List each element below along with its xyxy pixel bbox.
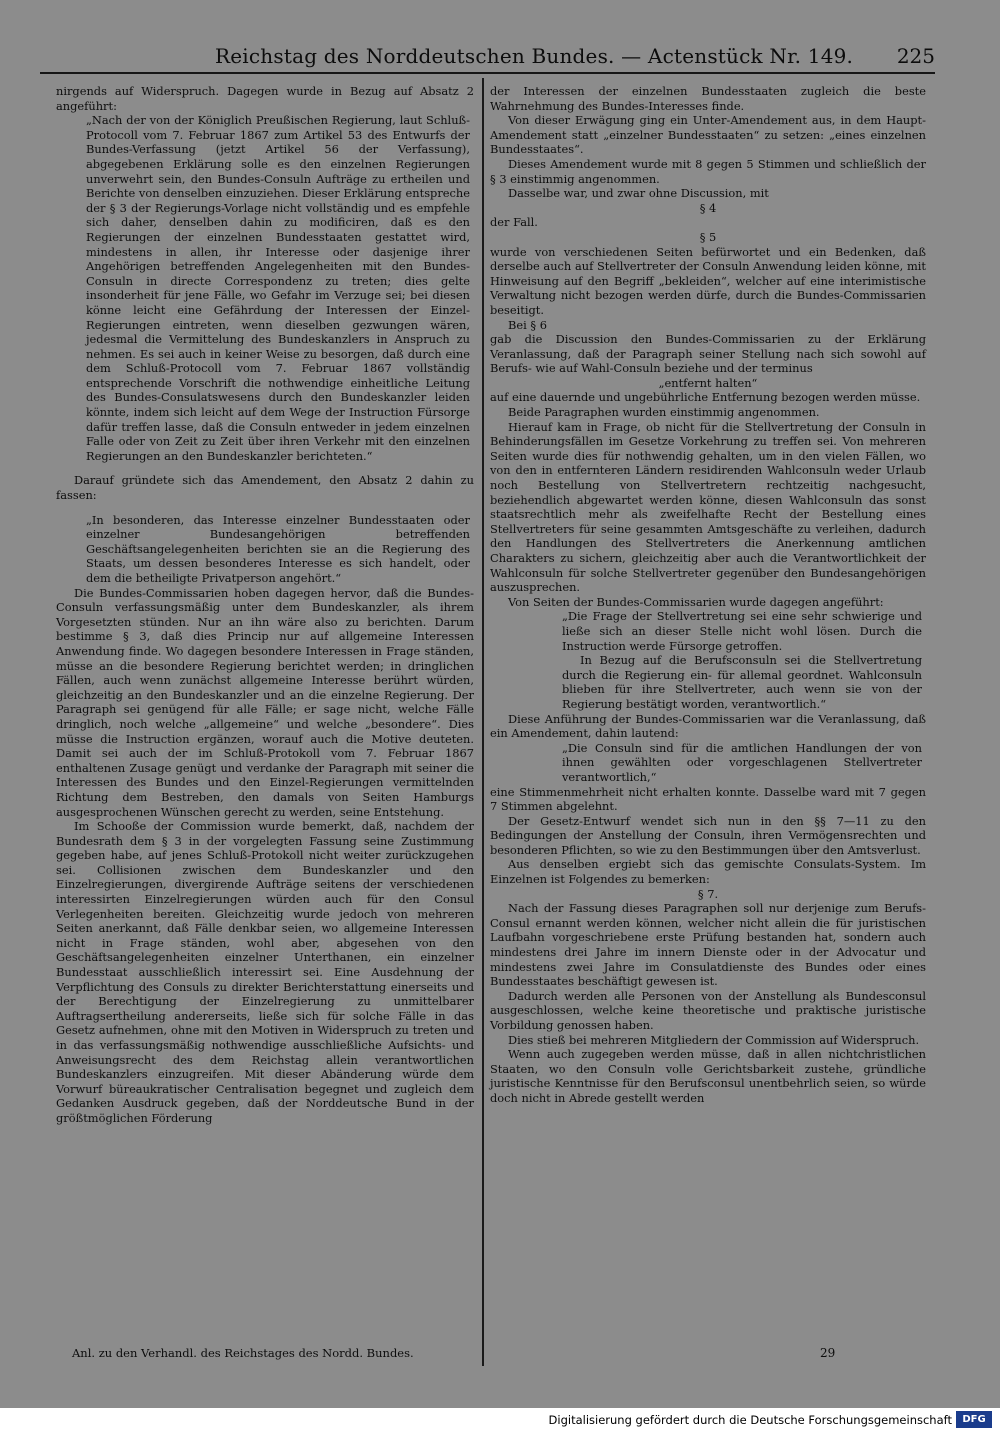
paragraph: Aus denselben ergiebt sich das gemischte Consulats-System. Im Einzelnen ist Folgendes zu bemerken: bbox=[490, 857, 926, 887]
paragraph: auf eine dauernde und ungebührliche Entfernung bezogen werden müsse. bbox=[490, 390, 921, 405]
quotation: In Bezug auf die Berufsconsuln sei die Stellvertretung durch die Regierung ein- für allemal geordnet. Wahlconsuln blieben für ihre Stellvertreter, auch wenn sie von der Regierung bestätigt worden, verantwortlich.“ bbox=[562, 653, 922, 711]
paragraph: eine Stimmenmehrheit nicht erhalten konnte. Dasselbe ward mit 7 gegen 7 Stimmen abgelehnt. bbox=[490, 784, 926, 814]
paragraph: nirgends auf Widerspruch. Dagegen wurde in Bezug auf Absatz 2 angeführt: bbox=[56, 84, 474, 113]
sheet-signature: 29 bbox=[820, 1346, 836, 1360]
paragraph: Beide Paragraphen wurden einstimmig angenommen. bbox=[508, 405, 820, 420]
quotation: „In besonderen, das Interesse einzelner Bundesstaaten oder einzelner Bundesangehörigen betreffenden Geschäftsangelegenheiten berichten sie an die Regierung des Staats, um dessen besonderes Interesse es sich handelt, oder dem die betheiligte Privatperson angehört.“ bbox=[86, 512, 470, 585]
section-heading: § 5 bbox=[699, 229, 717, 244]
digitization-bar bbox=[0, 1408, 1000, 1432]
section-heading: Bei § 6 bbox=[508, 317, 547, 332]
paragraph: Diese Anführung der Bundes-Commissarien war die Veranlassung, daß ein Amendement, dahin lautend: bbox=[490, 711, 926, 741]
paragraph: Wenn auch zugegeben werden müsse, daß in allen nichtchristlichen Staaten, wo den Consuln volle Gerichtsbarkeit zustehe, gründliche juristische Kenntnisse für den Berufsconsul unentbehrlich seien, so würde doch nicht in Abrede gestellt werden bbox=[490, 1047, 926, 1105]
running-header bbox=[40, 42, 935, 74]
page-number: 225 bbox=[896, 44, 935, 68]
digitization-note: Digitalisierung gefördert durch die Deutsche Forschungsgemeinschaft bbox=[548, 1413, 952, 1427]
quotation: „Nach der von der Königlich Preußischen Regierung, laut Schluß-Protocoll vom 7. Februar 1867 zum Artikel 53 des Entwurfs der Bundes-Verfassung (jetzt Artikel 56 der Verfassung), abgegebenen Erklärung solle es den einzelnen Regierungen unverwehrt sein, den Bundes-Consuln Aufträge zu ertheilen und Berichte von denselben einzuziehen. Dieser Erklärung entspreche der § 3 der Regierungs-Vorlage nicht vollständig und es empfehle sich daher, denselben dahin zu modificiren, daß es den Regierungen der einzelnen Bundesstaaten gestattet wird, mindestens in allen, ihr Interesse oder dasjenige ihrer Angehörigen betreffenden Angelegenheiten mit den Bundes-Consuln in directe Correspondenz zu treten; dies gelte insonderheit für jene Fälle, wo Gefahr im Verzuge sei; bei diesen könne leicht eine Gefährdung der Interessen der Einzel-Regierungen eintreten, wenn dieselben gezwungen wären, jedesmal die Vermittelung des Bundeskanzlers in Anspruch zu nehmen. Es sei auch in keiner Weise zu besorgen, daß durch eine dem Schluß-Protocoll vom 7. Februar 1867 vollständig entsprechende Vorschrift die nothwendige einheitliche Leitung des Bundes-Consulatswesens durch den Bundeskanzler leiden könnte, indem sich leicht auf dem Wege der Instruction Fürsorge dafür treffen lasse, daß die Consuln entweder in jedem einzelnen Falle oder von Zeit zu Zeit über ihren Verkehr mit den einzelnen Regierungen an den Bundeskanzler berichteten.“ bbox=[86, 113, 470, 463]
paragraph: Dies stieß bei mehreren Mitgliedern der Commission auf Widerspruch. bbox=[508, 1032, 920, 1047]
paragraph: der Interessen der einzelnen Bundesstaaten zugleich die beste Wahrnehmung des Bundes-Interesses finde. bbox=[490, 84, 926, 113]
right-column bbox=[490, 84, 926, 1106]
paragraph: Der Gesetz-Entwurf wendet sich nun in den §§ 7—11 zu den Bedingungen der Anstellung der Consuln, ihren Vermögensrechten und besonderen Pflichten, so wie zu den Bestimmungen über den Amtsverlust. bbox=[490, 813, 926, 857]
paragraph: Die Bundes-Commissarien hoben dagegen hervor, daß die Bundes-Consuln verfassungsmäßig unter dem Bundeskanzler, als ihrem Vorgesetzten stünden. Nur an ihn wäre also zu berichten. Darum bestimme § 3, daß dies Princip nur auf allgemeine Interessen Anwendung finde. Wo dagegen besondere Interessen in Frage ständen, müsse an die besondere Regierung berichtet werden; in dringlichen Fällen, auch wenn zunächst allgemeine Interesse berührt würden, gleichzeitig an den Bundeskanzler und an die einzelne Regierung. Der Paragraph sei genügend für alle Fälle; er sage nicht, welche Fälle dringlich, noch welche „allgemeine“ und welche „besondere“. Dies müsse die Instruction ergänzen, worauf auch die Motive deuteten. Damit sei auch der im Schluß-Protokoll vom 7. Februar 1867 enthaltenen Zusage genügt und verdanke der Paragraph mit seiner die Interessen des Bundes und den Einzel-Regierungen vermittelnden Richtung dem Bestreben, den damals von Seiten Hamburgs ausgesprochenen Wünschen gerecht zu werden, seine Entstehung. bbox=[56, 585, 474, 819]
section-heading: § 7. bbox=[697, 886, 719, 901]
paragraph: Dieses Amendement wurde mit 8 gegen 5 Stimmen und schließlich der § 3 einstimmig angenommen. bbox=[490, 156, 926, 186]
header-title: Reichstag des Norddeutschen Bundes. — Actenstück Nr. 149. bbox=[215, 44, 854, 68]
paragraph: Nach der Fassung dieses Paragraphen soll nur derjenige zum Berufs-Consul ernannt werden können, welcher nicht allein die für juristischen Laufbahn vorgeschriebene erste Prüfung bestanden hat, sondern auch mindestens drei Jahre im innern Dienste oder in der Advocatur und mindestens zwei Jahre im Consulatdienste des Bundes oder eines Bundesstaates beschäftigt gewesen ist. bbox=[490, 901, 926, 989]
left-column bbox=[56, 84, 474, 1126]
section-heading: § 4 bbox=[699, 200, 717, 215]
paragraph: Dasselbe war, und zwar ohne Discussion, mit bbox=[508, 186, 769, 201]
paragraph: Dadurch werden alle Personen von der Anstellung als Bundesconsul ausgeschlossen, welche keine theoretische und praktische juristische Vorbildung genossen haben. bbox=[490, 988, 926, 1032]
paragraph: der Fall. bbox=[490, 215, 538, 230]
footer-note: Anl. zu den Verhandl. des Reichstages des Nordd. Bundes. bbox=[72, 1346, 414, 1360]
paragraph: Darauf gründete sich das Amendement, den Absatz 2 dahin zu fassen: bbox=[56, 473, 474, 503]
dfg-logo: DFG bbox=[956, 1411, 992, 1428]
paragraph: Hierauf kam in Frage, ob nicht für die Stellvertretung der Consuln in Behinderungsfällen im Gesetze Vorkehrung zu treffen sei. Von mehreren Seiten wurde dies für nothwendig gehalten, um in den vielen Fällen, wo von den in entfernteren Ländern residirenden Wahlconsuln weder Urlaub noch Bestellung von Stellvertretern rechtzeitig nachgesucht, beziehendlich abgewartet werden könne, diesen Wahlconsuln das sonst staatsrechtlich mehr als zweifelhafte Recht der Bestellung eines Stellvertreters für seine gesammten Amtsgeschäfte zu verleihen, dadurch den Handlungen des Stellvertreters die Anerkennung amtlichen Charakters zu sichern, gleichzeitig aber auch die Verantwortlichkeit der Wahlconsuln für solche Stellvertreter gegenüber den Bundesangehörigen auszusprechen. bbox=[490, 419, 926, 595]
quotation: „Die Frage der Stellvertretung sei eine sehr schwierige und ließe sich an dieser Stelle nicht wohl lösen. Durch die Instruction werde Fürsorge getroffen. bbox=[562, 609, 922, 653]
paragraph: Von Seiten der Bundes-Commissarien wurde dagegen angeführt: bbox=[508, 594, 884, 609]
quoted-term: „entfernt halten“ bbox=[658, 375, 758, 390]
paragraph: Im Schooße der Commission wurde bemerkt, daß, nachdem der Bundesrath dem § 3 in der vorgelegten Fassung seine Zustimmung gegeben habe, auf jenes Schluß-Protokoll nicht weiter zurückzugehen sei. Collisionen zwischen dem Bundeskanzler und den Einzelregierungen, divergirende Aufträge seitens der verschiedenen interessirten Einzelregierungen würden auch für den Consul Verlegenheiten bereiten. Gleichzeitig wurde jedoch von mehreren Seiten anerkannt, daß Fälle denkbar seien, wo allgemeine Interessen nicht in Frage ständen, wohl aber, abgesehen von den Geschäftsangelegenheiten einzelner Unterthanen, ein einzelner Bundesstaat ausschließlich interessirt sei. Eine Ausdehnung der Verpflichtung des Consuls zu direkter Berichterstattung einerseits und der Berechtigung der Einzelregierung zu unmittelbarer Auftragsertheilung andererseits, ließe sich für solche Fälle in das Gesetz aufnehmen, ohne mit den Motiven in Widerspruch zu treten und in das verfassungsmäßig nothwendige ausschließliche Aufsichts- und Anweisungsrecht des dem Reichstag allein verantwortlichen Bundeskanzlers einzugreifen. Mit dieser Abänderung würde dem Vorwurf büreaukratischer Centralisation begegnet und zugleich dem Gedanken Ausdruck gegeben, daß der Norddeutsche Bund in der größtmöglichen Förderung bbox=[56, 819, 474, 1125]
paragraph: wurde von verschiedenen Seiten befürwortet und ein Bedenken, daß derselbe auch auf Stellvertreter der Consuln Anwendung leiden könne, mit Hinweisung auf den Begriff „bekleiden“, welcher auf eine interimistische Verwaltung nicht bezogen werden dürfe, durch die Bundes-Commissarien beseitigt. bbox=[490, 244, 926, 317]
quotation: „Die Consuln sind für die amtlichen Handlungen der von ihnen gewählten oder vorgeschlagenen Stellvertreter verantwortlich,“ bbox=[562, 740, 922, 784]
paragraph: gab die Discussion den Bundes-Commissarien zu der Erklärung Veranlassung, daß der Paragraph seiner Stellung nach sich sowohl auf Berufs- wie auf Wahl-Consuln beziehe und der terminus bbox=[490, 332, 926, 376]
column-divider bbox=[482, 78, 484, 1366]
paragraph: Von dieser Erwägung ging ein Unter-Amendement aus, in dem Haupt-Amendement statt „einzelner Bundesstaaten“ zu setzen: „eines einzelnen Bundesstaates“. bbox=[490, 113, 926, 157]
